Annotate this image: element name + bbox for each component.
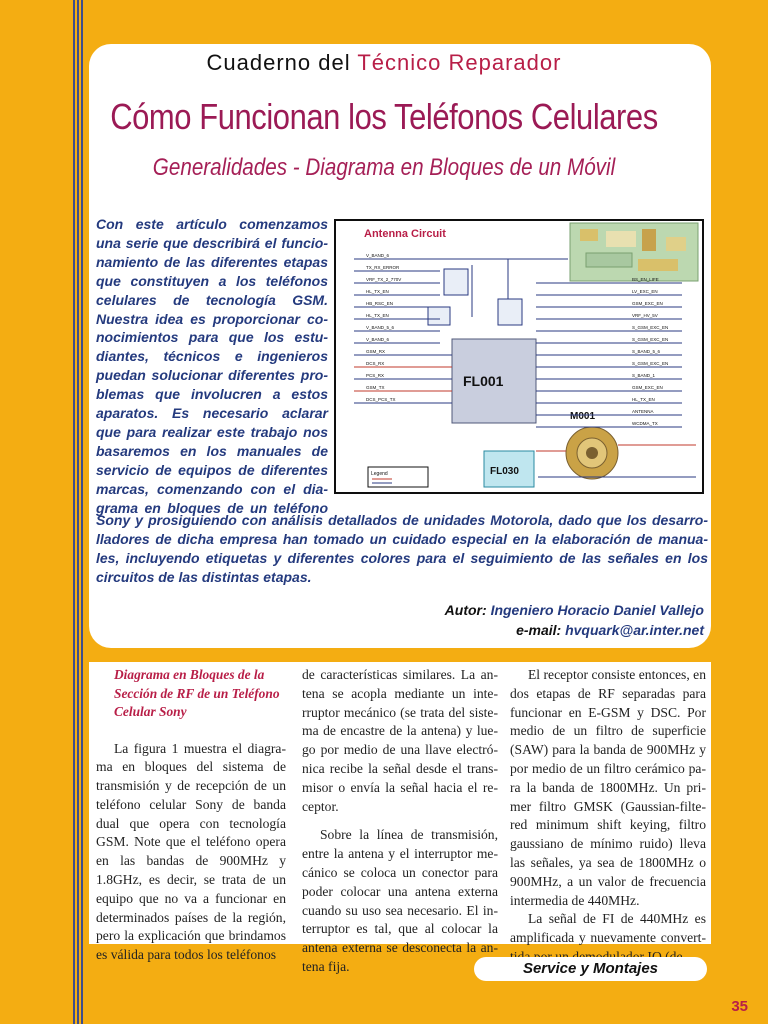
signal-label: WCDMA_TX: [632, 421, 658, 426]
mixer-block: [498, 299, 522, 325]
intro-line: diantes, técnicos e ingenieros: [96, 348, 328, 365]
left-signal-lines: [354, 253, 452, 403]
signal-label: GSM_TX: [366, 385, 385, 390]
signal-label: ANTENNA: [632, 409, 654, 414]
right-signal-lines: [536, 277, 682, 427]
intro-line: aparatos. Es necesario aclarar: [96, 405, 328, 422]
intro-line: nocimientos para que los estu-: [96, 329, 328, 346]
body-paragraph: El receptor consiste entonces, en dos etapas de RF separadas para funcionar en E-GSM y DSC. Por medio de un filtro de superficie (SAW) para la banda de 900MHz y por medio de un filtro cerámico pa-ra la banda de 1800MHz. Un pri-mer filtro GMSK (Gaussian-filte-red minimum shift keying, filtro gaussiano de mínimo ruido) lleva las señales, ya sea de 1800MHz o 900MHz, a un valor de frecuencia intermedia de 440MHz.: [510, 667, 706, 908]
page-number: 35: [731, 998, 748, 1015]
signal-label: S_GSM_EXC_EN: [632, 337, 669, 342]
signal-label: BS_EN_LIFE: [632, 277, 659, 282]
body-column-2: [302, 666, 498, 977]
body-paragraph: de características similares. La an-tena se acopla mediante un inte-rruptor mecánico (se trata del siste-ma de encastre de la antena) y lue-go por medio de una llave electró-nica recibe la señal desde el trans-misor o envía la señal hacia el re-ceptor.: [302, 667, 498, 814]
switch-block: [444, 269, 468, 295]
intro-paragraph: [96, 215, 328, 518]
signal-label: V_BAND_6: [366, 337, 390, 342]
signal-label: HB_RSC_EN: [366, 301, 394, 306]
intro-line: que constituyen a los teléfonos: [96, 272, 328, 289]
page-title: Cómo Funcionan los Teléfonos Celulares: [110, 96, 658, 137]
intro-line: una serie que describirá el funcio-: [96, 234, 328, 251]
intro-line: puedan solucionar diferentes pro-: [96, 367, 328, 384]
intro-continuation: Sony y prosiguiendo con análisis detallados de unidades Motorola, dado que los desarro-lladores de dicha empresa han tomado un cuidado especial en la elaboración de manua-les, incluyendo etiquetas y diferentes colores para el seguimiento de las señales en los circuitos de las distintas etapas.: [96, 512, 708, 585]
coupler-block: [428, 307, 450, 325]
signal-label: VRF_TX_2_770V: [366, 277, 402, 282]
pcb-thumbnail: [570, 223, 698, 281]
email-label: e-mail:: [516, 622, 562, 638]
signal-label: GSM_EXC_EN: [632, 385, 663, 390]
body-column-1: [96, 666, 286, 965]
intro-line: grama en bloques de un teléfono: [96, 499, 328, 516]
signal-label: HL_TX_EN: [366, 313, 389, 318]
signal-label: S_BAND_1: [632, 373, 656, 378]
signal-label: S_GSM_EXC_EN: [632, 361, 669, 366]
legend-title: Legend: [371, 471, 388, 477]
author-block: [445, 600, 704, 640]
signal-label: V_BAND_5_6: [366, 325, 395, 330]
section-heading: Diagrama en Bloques de la Sección de RF de un Teléfono Celular Sony: [114, 667, 280, 719]
kicker-accent: Técnico Reparador: [357, 50, 562, 75]
kicker-prefix: Cuaderno del: [206, 50, 351, 75]
signal-label: HL_TX_EN: [366, 289, 389, 294]
section-kicker: [0, 50, 768, 76]
m001-label: M001: [570, 411, 596, 422]
signal-label: GSM_EXC_EN: [632, 301, 663, 306]
author-name: Ingeniero Horacio Daniel Vallejo: [490, 602, 704, 618]
intro-line: marcas, comenzando con el dia-: [96, 480, 328, 497]
body-column-3: [510, 666, 706, 967]
signal-label: DCS_PCS_TX: [366, 397, 396, 402]
fl030-label: FL030: [490, 466, 519, 477]
antenna-circuit-figure: [334, 219, 704, 494]
signal-label: GSM_RX: [366, 349, 386, 354]
signal-label: TX_RX_ERROR: [366, 265, 400, 270]
signal-label: VRF_HV_5V: [632, 313, 658, 318]
figure-title: Antenna Circuit: [364, 228, 446, 240]
body-paragraph: La señal de FI de 440MHz es amplificada y nuevamente convert-: [510, 911, 706, 946]
intro-line: Con este artículo comenzamos: [96, 216, 328, 232]
signal-label: S_GSM_EXC_EN: [632, 325, 669, 330]
intro-line: celulares de tecnología GSM.: [96, 291, 328, 308]
author-label: Autor:: [444, 602, 487, 618]
legend-box: [368, 467, 428, 487]
intro-line: namiento de las diferentes etapas: [96, 253, 328, 270]
author-email[interactable]: hvquark@ar.inter.net: [565, 622, 704, 638]
signal-label: HL_TX_EN: [632, 397, 655, 402]
signal-label: S_BAND_5_6: [632, 349, 661, 354]
body-paragraph: Sobre la línea de transmisión, entre la antena y el interruptor me-cánico se coloca un conector para poder colocar una antena externa cuando su uso sea necesario. El in-terruptor es tal, que al colocar la antena externa se desconecta la an-tena fija.: [302, 827, 498, 974]
intro-line: servicio de equipos de diferentes: [96, 461, 328, 478]
intro-line: blemas que involucren a estos: [96, 386, 328, 403]
fl001-label: FL001: [463, 373, 504, 389]
intro-line: Nuestra idea es proporcionar co-: [96, 310, 328, 327]
signal-label: PCS_RX: [366, 373, 385, 378]
signal-label: V_BAND_6: [366, 253, 390, 258]
body-paragraph: La figura 1 muestra el diagra-ma en bloques del sistema de transmisión y de recepción de un teléfono celular Sony de banda dual que opera con tecnología GSM. Note que el teléfono opera en las bandas de 900MHz y 1.8GHz, es decir, se trata de un equipo que no va a funcionar en determinados países de la región, pero la explicación que brindamos es válida para todos los teléfonos: [96, 740, 286, 963]
intro-line: basaremos en los manuales de: [96, 442, 328, 459]
intro-line: que para realizar este trabajo nos: [96, 423, 328, 440]
signal-label: LV_EXC_EN: [632, 289, 658, 294]
signal-label: DCS_RX: [366, 361, 385, 366]
page-subtitle: Generalidades - Diagrama en Bloques de un Móvil: [152, 154, 616, 181]
section-footer: Service y Montajes: [474, 957, 707, 981]
